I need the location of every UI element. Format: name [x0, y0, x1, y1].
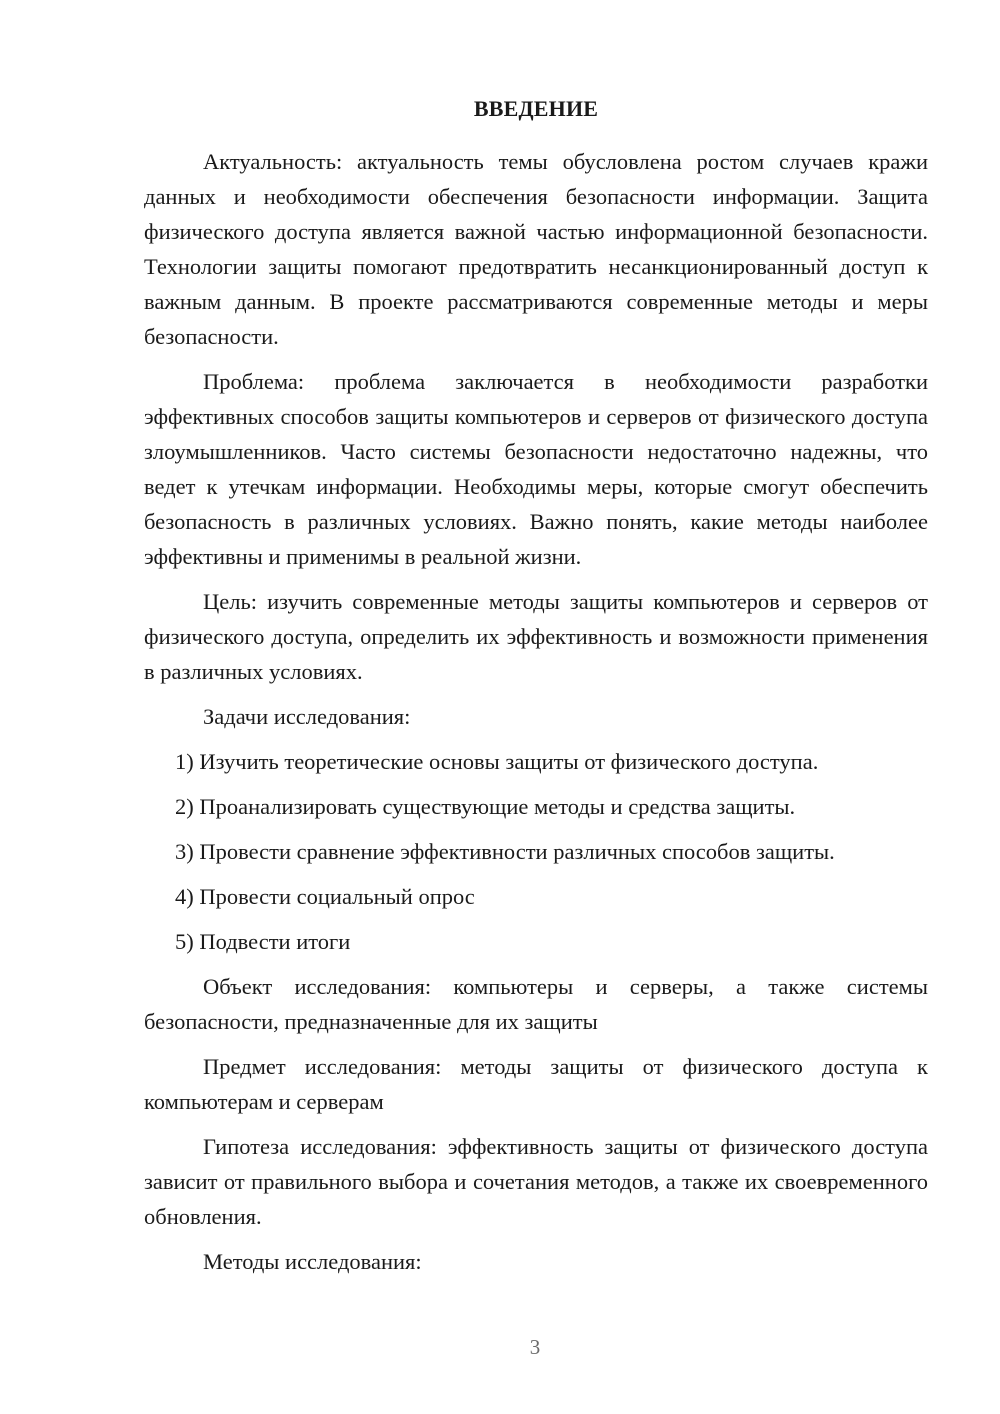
goal-paragraph: Цель: изучить современные методы защиты компьютеров и серверов от физического доступа, определить их эффективность и возможности применения в различных условиях.: [144, 589, 928, 684]
relevance-paragraph: Актуальность: актуальность темы обусловлена ростом случаев кражи данных и необходимости обеспечения безопасности информации. Защита физического доступа является важной частью информационной безопасности. Технологии защиты помогают предотвратить несанкционированный доступ к важным данным. В проекте рассматриваются современные методы и меры безопасности.: [144, 149, 928, 349]
task-item: 5) Подвести итоги: [175, 929, 351, 954]
task-item: 4) Провести социальный опрос: [175, 884, 475, 909]
task-item: 2) Проанализировать существующие методы и средства защиты.: [175, 794, 796, 819]
section-title: ВВЕДЕНИЕ: [473, 96, 599, 121]
page-number: 3: [529, 1335, 541, 1359]
subject-paragraph: Предмет исследования: методы защиты от физического доступа к компьютерам и серверам: [144, 1054, 928, 1114]
page-content: [144, 94, 928, 1289]
hypothesis-paragraph: Гипотеза исследования: эффективность защиты от физического доступа зависит от правильного выбора и сочетания методов, а также их своевременного обновления.: [144, 1134, 928, 1229]
problem-paragraph: Проблема: проблема заключается в необходимости разработки эффективных способов защиты компьютеров и серверов от физического доступа злоумышленников. Часто системы безопасности недостаточно надежны, что ведет к утечкам информации. Необходимы меры, которые смогут обеспечить безопасность в различных условиях. Важно понять, какие методы наиболее эффективны и применимы в реальной жизни.: [144, 369, 928, 569]
methods-heading: Методы исследования:: [203, 1249, 422, 1274]
object-paragraph: Объект исследования: компьютеры и серверы, а также системы безопасности, предназначенные для их защиты: [144, 974, 928, 1034]
task-item: 3) Провести сравнение эффективности различных способов защиты.: [175, 839, 835, 864]
tasks-list: [144, 744, 928, 959]
task-item: 1) Изучить теоретические основы защиты от физического доступа.: [175, 749, 819, 774]
tasks-heading: Задачи исследования:: [203, 704, 411, 729]
